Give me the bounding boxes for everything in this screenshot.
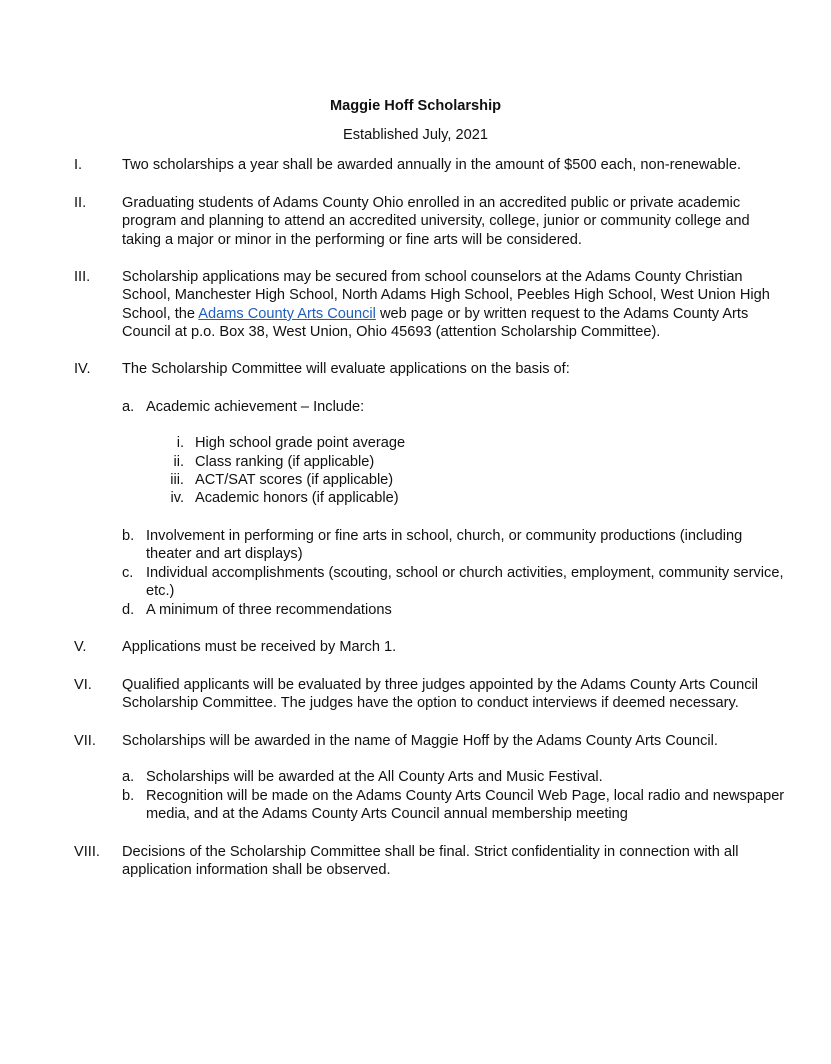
section-number: IV. (74, 361, 91, 377)
section-number: III. (74, 269, 91, 285)
subitem-text: Involvement in performing or fine arts in school, church, or community productions (including theater and art displays) (146, 528, 743, 563)
section-number: VIII. (74, 844, 100, 860)
document-subtitle: Established July, 2021 (343, 127, 488, 143)
roman-text: ACT/SAT scores (if applicable) (195, 472, 394, 488)
subitem-label: b. (122, 788, 135, 804)
subitem-text: Academic achievement – Include: (146, 399, 365, 415)
section-text: Qualified applicants will be evaluated by three judges appointed by the Adams County Arts Council Scholarship Committee. The judges have the option to conduct interviews if deemed necessary. (122, 677, 759, 712)
section-text-after-link: web page or by written request to the Adams County Arts Council at p.o. Box 38, West Union, Ohio 45693 (attention Scholarship Committee). (122, 305, 749, 341)
roman-text: Academic honors (if applicable) (195, 490, 399, 506)
roman-label: i. (176, 435, 184, 451)
section-number: I. (74, 157, 83, 173)
subitem-label: b. (122, 528, 135, 544)
subitem-label: c. (122, 565, 134, 581)
section-text: Two scholarships a year shall be awarded annually in the amount of $500 each, non-renewable. (122, 157, 742, 173)
subitem-text: Scholarships will be awarded at the All County Arts and Music Festival. (146, 769, 603, 785)
section-text: Applications must be received by March 1. (122, 639, 397, 655)
roman-label: ii. (173, 454, 184, 470)
section-number: VII. (74, 733, 96, 749)
arts-council-link[interactable]: Adams County Arts Council (198, 305, 376, 322)
roman-label: iv. (170, 490, 184, 506)
subitem-text: A minimum of three recommendations (146, 602, 392, 618)
subitem-text: Individual accomplishments (scouting, school or church activities, employment, community service, etc.) (146, 565, 784, 600)
section-text (122, 268, 782, 342)
section-text: Decisions of the Scholarship Committee shall be final. Strict confidentiality in connection with all application information shall be observed. (122, 844, 739, 879)
subitem-label: a. (122, 769, 135, 785)
roman-label: iii. (170, 472, 184, 488)
subitem-text: Recognition will be made on the Adams County Arts Council Web Page, local radio and newspaper media, and at the Adams County Arts Council annual membership meeting (146, 788, 785, 823)
section-text: The Scholarship Committee will evaluate applications on the basis of: (122, 361, 570, 377)
roman-text: High school grade point average (195, 435, 406, 451)
roman-text: Class ranking (if applicable) (195, 454, 375, 470)
subitem-label: a. (122, 399, 135, 415)
section-number: VI. (74, 677, 92, 693)
document-title: Maggie Hoff Scholarship (329, 98, 502, 114)
section-number: II. (74, 195, 87, 211)
section-text: Graduating students of Adams County Ohio enrolled in an accredited public or private academic program and planning to attend an accredited university, college, junior or community college and taking a major or minor in the performing or fine arts will be considered. (122, 195, 750, 248)
section-text: Scholarships will be awarded in the name of Maggie Hoff by the Adams County Arts Council. (122, 733, 718, 749)
section-number: V. (74, 639, 87, 655)
subitem-label: d. (122, 602, 135, 618)
section-text-before-link: Scholarship applications may be secured from school counselors at the Adams County Christian School, Manchester High School, North Adams High School, Peebles High School, West Union High School, the (122, 269, 770, 322)
